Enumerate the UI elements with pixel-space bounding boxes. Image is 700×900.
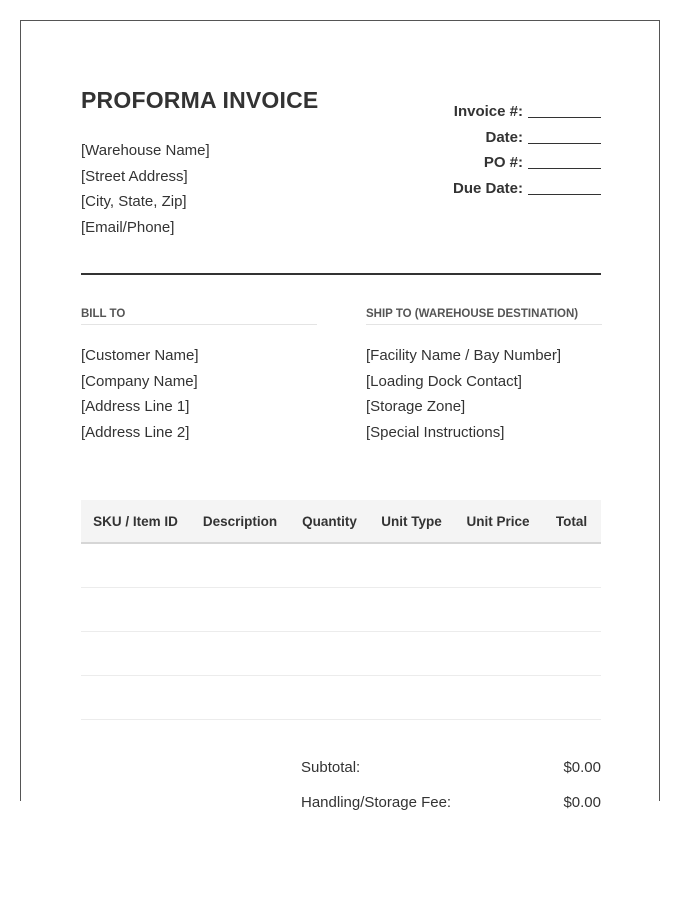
table-cell[interactable] xyxy=(81,543,190,588)
ship-to-heading: SHIP TO (WAREHOUSE DESTINATION) xyxy=(366,308,602,325)
column-header-unit-type: Unit Type xyxy=(369,500,454,543)
table-cell[interactable] xyxy=(190,632,290,676)
table-cell[interactable] xyxy=(81,676,190,720)
bill-to-address-line-1: [Address Line 1] xyxy=(81,398,190,416)
due-date-label: Due Date: xyxy=(452,180,523,198)
ship-to-special-instructions: [Special Instructions] xyxy=(366,424,505,442)
subtotal-label: Subtotal: xyxy=(301,759,361,776)
table-cell[interactable] xyxy=(542,588,601,632)
totals-section xyxy=(301,757,601,827)
subtotal-row xyxy=(301,757,601,792)
po-number-label: PO #: xyxy=(483,154,523,172)
items-header-row xyxy=(81,500,601,543)
column-header-description: Description xyxy=(190,500,290,543)
ship-to-loading-dock-contact: [Loading Dock Contact] xyxy=(366,372,522,390)
po-number-field[interactable] xyxy=(528,153,601,169)
table-cell[interactable] xyxy=(81,632,190,676)
table-cell[interactable] xyxy=(454,588,542,632)
bill-to-address-line-2: [Address Line 2] xyxy=(81,424,190,442)
table-cell[interactable] xyxy=(290,632,369,676)
page-title: PROFORMA INVOICE xyxy=(81,87,319,113)
po-number-row xyxy=(453,150,601,176)
bill-to-customer-name: [Customer Name] xyxy=(81,347,199,364)
bill-to-section xyxy=(81,308,317,446)
table-cell[interactable] xyxy=(290,588,369,632)
table-row xyxy=(81,632,601,676)
table-cell[interactable] xyxy=(542,676,601,720)
table-cell[interactable] xyxy=(369,632,454,676)
table-cell[interactable] xyxy=(454,632,542,676)
sender-warehouse-name: [Warehouse Name] xyxy=(81,142,210,159)
handling-fee-label: Handling/Storage Fee: xyxy=(301,794,452,811)
invoice-meta xyxy=(453,99,601,202)
table-cell[interactable] xyxy=(190,588,290,632)
date-field[interactable] xyxy=(528,128,601,144)
table-cell[interactable] xyxy=(542,543,601,588)
table-row xyxy=(81,588,601,632)
column-header-unit-price: Unit Price xyxy=(454,500,542,543)
table-row xyxy=(81,676,601,720)
table-row xyxy=(81,543,601,588)
table-cell[interactable] xyxy=(369,676,454,720)
date-row xyxy=(453,125,601,151)
header-divider xyxy=(81,273,601,275)
ship-to-storage-zone: [Storage Zone] xyxy=(366,398,466,416)
ship-to-facility-name: [Facility Name / Bay Number] xyxy=(366,347,562,364)
invoice-page xyxy=(20,20,660,811)
sender-city-state-zip: [City, State, Zip] xyxy=(81,193,187,211)
table-cell[interactable] xyxy=(454,543,542,588)
table-cell[interactable] xyxy=(369,543,454,588)
invoice-number-label: Invoice #: xyxy=(453,103,523,120)
due-date-field[interactable] xyxy=(528,179,601,195)
sender-email-phone: [Email/Phone] xyxy=(81,219,175,237)
date-label: Date: xyxy=(485,128,523,146)
table-cell[interactable] xyxy=(454,676,542,720)
table-cell[interactable] xyxy=(542,632,601,676)
handling-fee-value: $0.00 xyxy=(563,794,601,811)
due-date-row xyxy=(453,176,601,202)
table-cell[interactable] xyxy=(369,588,454,632)
column-header-sku: SKU / Item ID xyxy=(81,500,190,543)
ship-to-section xyxy=(366,308,602,446)
table-cell[interactable] xyxy=(81,588,190,632)
table-cell[interactable] xyxy=(190,676,290,720)
column-header-quantity: Quantity xyxy=(290,500,369,543)
sender-street-address: [Street Address] xyxy=(81,167,188,185)
invoice-number-row xyxy=(453,99,601,125)
handling-fee-row xyxy=(301,792,601,827)
ship-to-address xyxy=(366,343,602,446)
bill-to-company-name: [Company Name] xyxy=(81,372,198,390)
items-table xyxy=(81,500,601,720)
subtotal-value: $0.00 xyxy=(563,759,601,776)
bill-to-heading: BILL TO xyxy=(81,308,317,325)
sender-address xyxy=(81,138,210,241)
column-header-total: Total xyxy=(542,500,601,543)
table-cell[interactable] xyxy=(190,543,290,588)
table-cell[interactable] xyxy=(290,543,369,588)
table-cell[interactable] xyxy=(290,676,369,720)
invoice-number-field[interactable] xyxy=(528,102,601,118)
bill-to-address xyxy=(81,343,317,446)
